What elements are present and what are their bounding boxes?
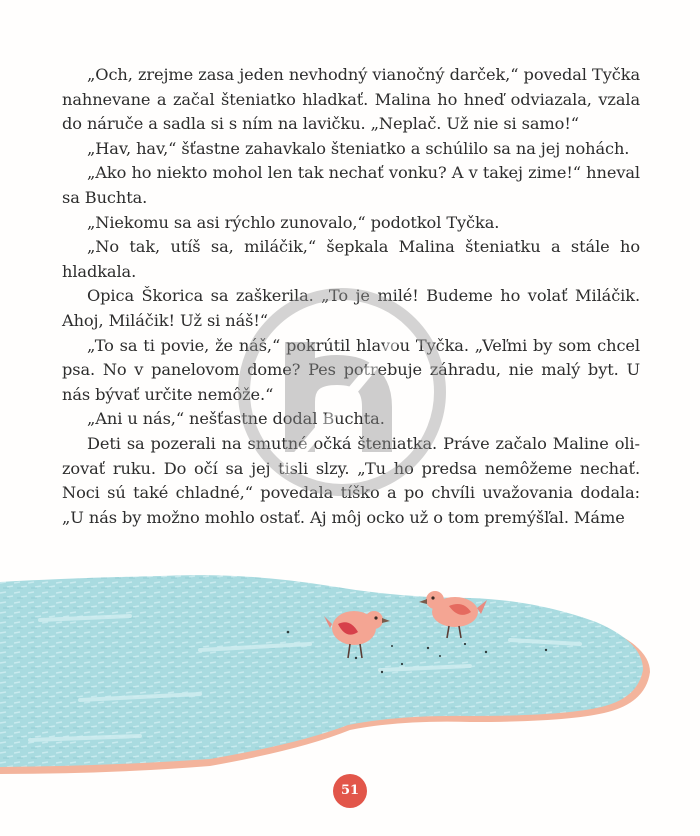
paragraph: „Niekomu sa asi rýchlo zunovalo,“ podotkol Tyčka. (87, 212, 500, 232)
frozen-pond-illustration (0, 560, 700, 800)
page-number: 51 (333, 774, 367, 808)
paragraph: „Ani u nás,“ nešťastne dodal Buchta. (87, 409, 385, 429)
paragraph: „To sa ti povie, že náš,“ pokrútil hlavou Tyčka. „Veľmi by som chcel psa. No v panelovom dome? Pes potrebuje záhradu, nie malý byt. U nás bývať určite nemôže.“ (62, 335, 640, 404)
paragraph: „No tak, utíš sa, miláčik,“ šepkala Malina šteniatku a stále ho hladkala. (62, 237, 640, 281)
story-text (62, 63, 640, 530)
paragraph: Deti sa pozerali na smutné očká šteniatka. Práve začalo Maline olizovať ruku. Do očí sa jej tisli slzy. „Tu ho predsa nemôžeme nechať. Noci sú také chladné,“ povedala tíško a po chvíli uvažovania dodala: „U nás by možno mohlo ostať. Aj môj ocko už o tom premýšľal. Máme (62, 433, 640, 527)
paragraph: „Ako ho niekto mohol len tak nechať vonku? A v takej zime!“ hneval sa Buchta. (62, 163, 640, 207)
paragraph: „Hav, hav,“ šťastne zahavkalo šteniatko a schúlilo sa na jej nohách. (87, 138, 630, 158)
paragraph: „Och, zrejme zasa jeden nevhodný vianočný darček,“ povedal Tyčka nahnevane a začal šteniatko hladkať. Malina ho hneď odviazala, vzala do náruče a sadla si s ním na lavičku. „Neplač. Už nie si samo!“ (62, 65, 640, 134)
paragraph: Opica Škorica sa zaškerila. „To je milé! Budeme ho volať Miláčik. Ahoj, Miláčik! Už si náš!“ (62, 286, 640, 330)
